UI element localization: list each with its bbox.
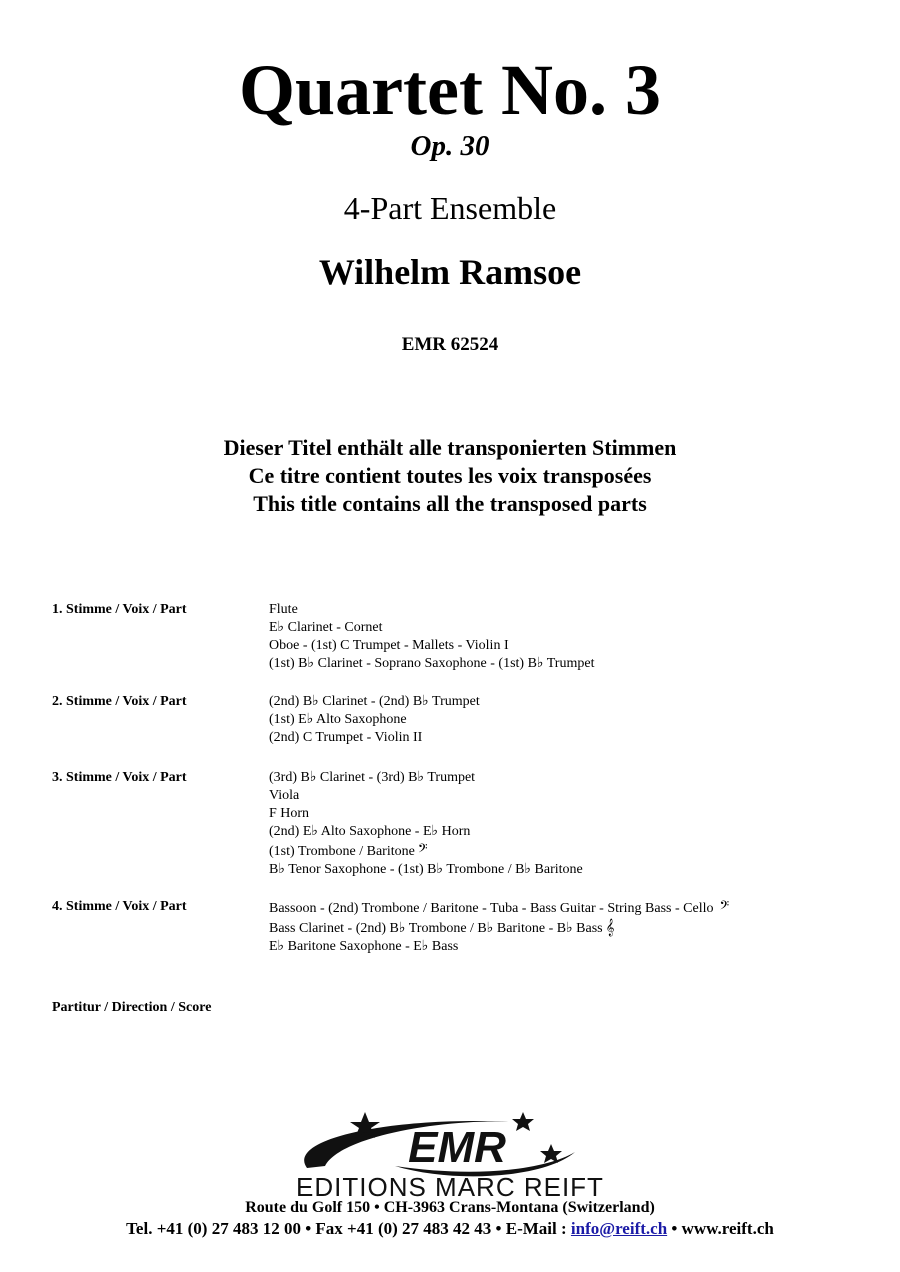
bass-clef-icon: 𝄢: [417, 841, 428, 859]
ensemble-type: 4-Part Ensemble: [343, 190, 557, 226]
notice-english: This title contains all the transposed parts: [253, 491, 647, 516]
instrument-line: Oboe - (1st) C Trumpet - Mallets - Violin I: [269, 638, 509, 653]
composer-name: Wilhelm Ramsoe: [318, 252, 582, 292]
instrument-line: [269, 918, 729, 938]
part-label: 1. Stimme / Voix / Part: [52, 602, 187, 617]
instrument-line: E♭ Clarinet - Cornet: [269, 620, 383, 635]
instrument-text: (1st) Trombone / Baritone: [269, 844, 415, 859]
email-link[interactable]: info@reift.ch: [570, 1219, 668, 1238]
part-label: 4. Stimme / Voix / Part: [52, 899, 187, 914]
instrument-line: (2nd) E♭ Alto Saxophone - E♭ Horn: [269, 824, 471, 839]
contact-phone-fax: Tel. +41 (0) 27 483 12 00 • Fax +41 (0) 27 483 42 43 • E-Mail :: [126, 1219, 571, 1238]
publisher-name: EDITIONS MARC REIFT: [296, 1172, 604, 1202]
instrument-line: B♭ Tenor Saxophone - (1st) B♭ Trombone / B♭ Baritone: [269, 862, 583, 877]
publisher-address: Route du Golf 150 • CH-3963 Crans-Montana (Switzerland): [245, 1199, 655, 1216]
part-label: 3. Stimme / Voix / Part: [52, 770, 187, 785]
instrument-line: E♭ Baritone Saxophone - E♭ Bass: [269, 939, 459, 954]
instrument-text: Bass Clarinet - (2nd) B♭ Trombone / B♭ Baritone - B♭ Bass: [269, 921, 603, 936]
bass-clef-icon: 𝄢: [719, 898, 730, 916]
instrument-line: (2nd) C Trumpet - Violin II: [269, 730, 423, 745]
score-title: Quartet No. 3: [239, 50, 661, 130]
instrument-line: [269, 898, 729, 918]
transposition-notice: [0, 434, 900, 518]
part-instrument-list: [269, 769, 583, 879]
catalog-number: EMR 62524: [401, 334, 499, 355]
instrument-line: (1st) E♭ Alto Saxophone: [269, 712, 407, 727]
part-label: 2. Stimme / Voix / Part: [52, 694, 187, 709]
notice-german: Dieser Titel enthält alle transponierten Stimmen: [223, 435, 677, 460]
treble-clef-icon: 𝄞: [605, 918, 615, 936]
logo-text: EMR: [408, 1123, 506, 1172]
contact-website: • www.reift.ch: [667, 1219, 774, 1238]
notice-french: Ce titre contient toutes les voix transposées: [248, 463, 652, 488]
instrument-line: [269, 841, 583, 861]
instrument-text: Bassoon - (2nd) Trombone / Baritone - Tuba - Bass Guitar - String Bass - Cello: [269, 901, 714, 916]
instrument-line: F Horn: [269, 806, 310, 821]
part-instrument-list: [269, 601, 594, 673]
part-instrument-list: [269, 693, 480, 747]
instrument-line: Flute: [269, 602, 298, 617]
instrument-line: (3rd) B♭ Clarinet - (3rd) B♭ Trumpet: [269, 770, 476, 785]
part-instrument-list: [269, 898, 729, 956]
instrument-line: (1st) B♭ Clarinet - Soprano Saxophone - (1st) B♭ Trumpet: [269, 656, 595, 671]
score-label: Partitur / Direction / Score: [52, 1000, 212, 1015]
instrument-line: (2nd) B♭ Clarinet - (2nd) B♭ Trumpet: [269, 694, 480, 709]
publisher-contact: [0, 1218, 900, 1240]
opus-number: Op. 30: [410, 130, 490, 162]
instrument-line: Viola: [269, 788, 300, 803]
